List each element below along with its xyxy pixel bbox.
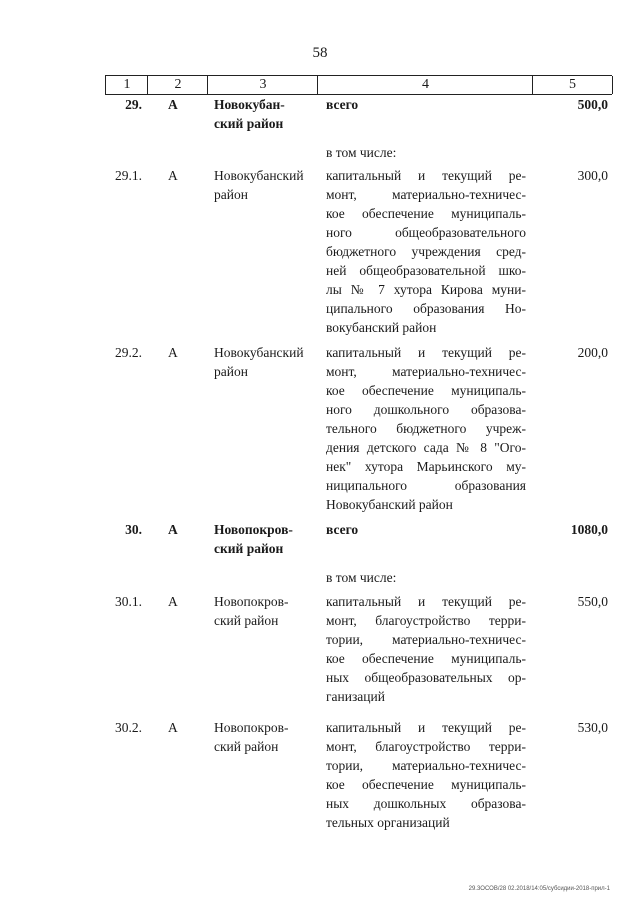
description-line: капитальный и текущий ре- — [326, 345, 526, 360]
amount-value: 530,0 — [577, 720, 608, 735]
district-name: район — [214, 187, 248, 202]
description-line: кое обеспечение муниципаль- — [326, 206, 526, 221]
amount-value: 200,0 — [577, 345, 608, 360]
district-name: Новокубанский — [214, 345, 304, 360]
description-line: кое обеспечение муниципаль- — [326, 651, 526, 666]
description-line: кое обеспечение муниципаль- — [326, 777, 526, 792]
page-number: 58 — [312, 45, 328, 61]
description-line: монт, материально-техничес- — [326, 187, 526, 202]
amount-value: 500,0 — [577, 97, 608, 112]
header-cell: 5 — [532, 76, 613, 94]
row-number: 29. — [125, 97, 142, 112]
header-cell: 3 — [207, 76, 318, 94]
description-line: тории, материально-техничес- — [326, 632, 526, 647]
district-name: Новопокров- — [214, 522, 293, 537]
row-number: 30. — [125, 522, 142, 537]
description-line: капитальный и текущий ре- — [326, 720, 526, 735]
description-line: ного дошкольного образова- — [326, 402, 526, 417]
description-line: дения детского сада № 8 "Ого- — [326, 440, 526, 455]
description-line: кое обеспечение муниципаль- — [326, 383, 526, 398]
row-category: А — [168, 594, 178, 609]
description-line: монт, материально-техничес- — [326, 364, 526, 379]
amount-value: 1080,0 — [570, 522, 608, 537]
description-line: ных дошкольных образова- — [326, 796, 526, 811]
description-line: всего — [326, 522, 359, 537]
description-line: капитальный и текущий ре- — [326, 168, 526, 183]
description-line: ганизаций — [326, 689, 385, 704]
header-cell: 1 — [105, 76, 148, 94]
district-name: Новопокров- — [214, 720, 289, 735]
amount-value: 550,0 — [577, 594, 608, 609]
description-line: монт, благоустройство терри- — [326, 739, 526, 754]
description-line: лы № 7 хутора Кирова муни- — [326, 282, 526, 297]
description-line: монт, благоустройство терри- — [326, 613, 526, 628]
row-category: А — [168, 522, 178, 537]
description-line: ниципального образования — [326, 478, 526, 493]
district-name: ский район — [214, 613, 279, 628]
row-number: 29.2. — [115, 345, 142, 360]
description-line: тории, материально-техничес- — [326, 758, 526, 773]
in-number-label: в том числе: — [326, 570, 397, 585]
row-number: 29.1. — [115, 168, 142, 183]
description-line: всего — [326, 97, 359, 112]
district-name: район — [214, 364, 248, 379]
row-category: А — [168, 345, 178, 360]
header-cell: 4 — [317, 76, 533, 94]
district-name: Новопокров- — [214, 594, 289, 609]
header-cell: 2 — [147, 76, 208, 94]
district-name: ский район — [214, 541, 284, 556]
row-number: 30.2. — [115, 720, 142, 735]
row-number: 30.1. — [115, 594, 142, 609]
row-category: А — [168, 97, 178, 112]
description-line: вокубанский район — [326, 320, 437, 335]
description-line: капитальный и текущий ре- — [326, 594, 526, 609]
description-line: бюджетного учреждения сред- — [326, 244, 526, 259]
in-number-label: в том числе: — [326, 145, 397, 160]
description-line: ней общеобразовательной шко- — [326, 263, 526, 278]
description-line: ципального образования Но- — [326, 301, 526, 316]
district-name: Новокубан- — [214, 97, 285, 112]
description-line: Новокубанский район — [326, 497, 453, 512]
row-category: А — [168, 720, 178, 735]
description-line: тельных организаций — [326, 815, 450, 830]
amount-value: 300,0 — [577, 168, 608, 183]
description-line: ных общеобразовательных ор- — [326, 670, 526, 685]
row-category: А — [168, 168, 178, 183]
district-name: ский район — [214, 739, 279, 754]
description-line: тельного бюджетного учреж- — [326, 421, 526, 436]
footer-stamp: 29.3ОСОВ/28 02.2018/14:05/субсидии-2018-прил-1 — [468, 886, 610, 892]
district-name: ский район — [214, 116, 284, 131]
description-line: нек" хутора Марьинского му- — [326, 459, 526, 474]
district-name: Новокубанский — [214, 168, 304, 183]
description-line: ного общеобразовательного — [326, 225, 526, 240]
table-header — [105, 75, 612, 95]
